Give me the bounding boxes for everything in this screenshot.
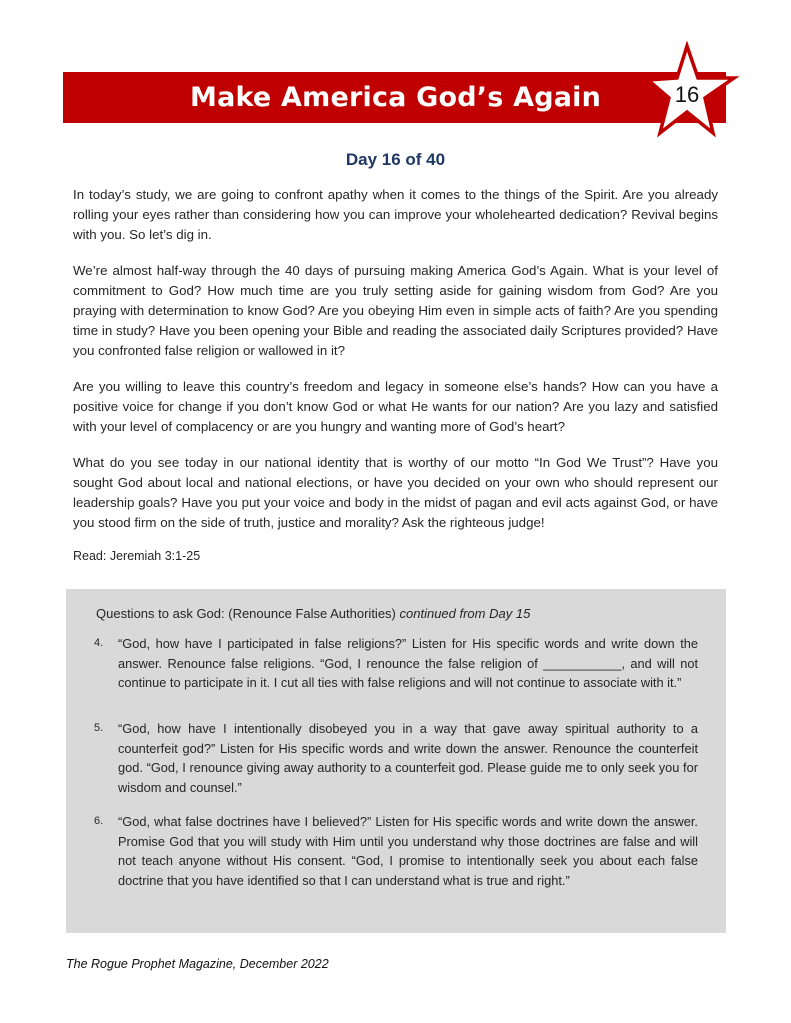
day-heading: Day 16 of 40 [345,150,446,169]
question-text: “God, what false doctrines have I believed?” Listen for His specific words and write down the answer. Promise God that you will study with Him until you understand why those doctrines are false and will not teach anyone without His consent. “God, I promise to intentionally seek you about each false doctrine that you have identified so that I can understand what is true and right.” [118,814,698,888]
scripture-reading: Read: Jeremiah 3:1-25 [73,549,201,563]
question-text: “God, how have I participated in false religions?” Listen for His specific words and write down the answer. Renounce false religions. “God, I renounce the false religion of ___________, and will not continue to participate in it. I cut all ties with false religions and will not continue to associate with it.” [118,636,698,690]
questions-heading [96,606,530,621]
question-item [94,634,698,693]
day-number-badge: 16 [674,82,700,107]
question-number: 4. [94,637,104,649]
question-text: “God, how have I intentionally disobeyed you in a way that gave away spiritual authority to a counterfeit god?” Listen for His specific words and write down the answer. Renounce the counterfeit god. “God, I renounce giving away authority to a counterfeit god. Please guide me to only seek you for wisdom and counsel.” [118,721,698,795]
page-title: Make America God’s Again [190,82,602,113]
body-paragraph: We’re almost half-way through the 40 days of pursuing making America God’s Again. What is your level of commitment to God? How much time are you truly setting aside for gaining wisdom from God? Are you praying with determination to know God? Are you obeying Him even in simple acts of faith? Are you spending time in study? Have you been opening your Bible and reading the associated daily Scriptures provided? Have you confronted false religion or wallowed in it? [73,263,718,358]
question-item [94,719,698,797]
body-paragraph: What do you see today in our national identity that is worthy of our motto “In God We Trust”? Have you sought God about local and national elections, or have you decided on your own who should represent our leadership goals? Have you put your voice and body in the midst of pagan and evil acts against God, or have you stood firm on the side of truth, justice and morality? Ask the righteous judge! [73,455,718,530]
question-number: 5. [94,722,104,734]
questions-heading-text: Questions to ask God: (Renounce False Authorities) [96,606,400,621]
questions-heading-continued: continued from Day 15 [399,606,531,621]
question-number: 6. [94,815,104,827]
footer-credit: The Rogue Prophet Magazine, December 2022 [66,957,329,971]
body-paragraph: In today’s study, we are going to confront apathy when it comes to the things of the Spirit. Are you already rolling your eyes rather than considering how you can improve your wholehearted dedication? Revival begins with you. So let’s dig in. [73,187,718,242]
body-paragraph: Are you willing to leave this country’s freedom and legacy in someone else’s hands? How can you have a positive voice for change if you don’t know God or what He wants for our nation? Are you lazy and satisfied with your level of complacency or are you hungry and wanting more of God’s heart? [73,379,718,434]
question-item [94,812,698,890]
